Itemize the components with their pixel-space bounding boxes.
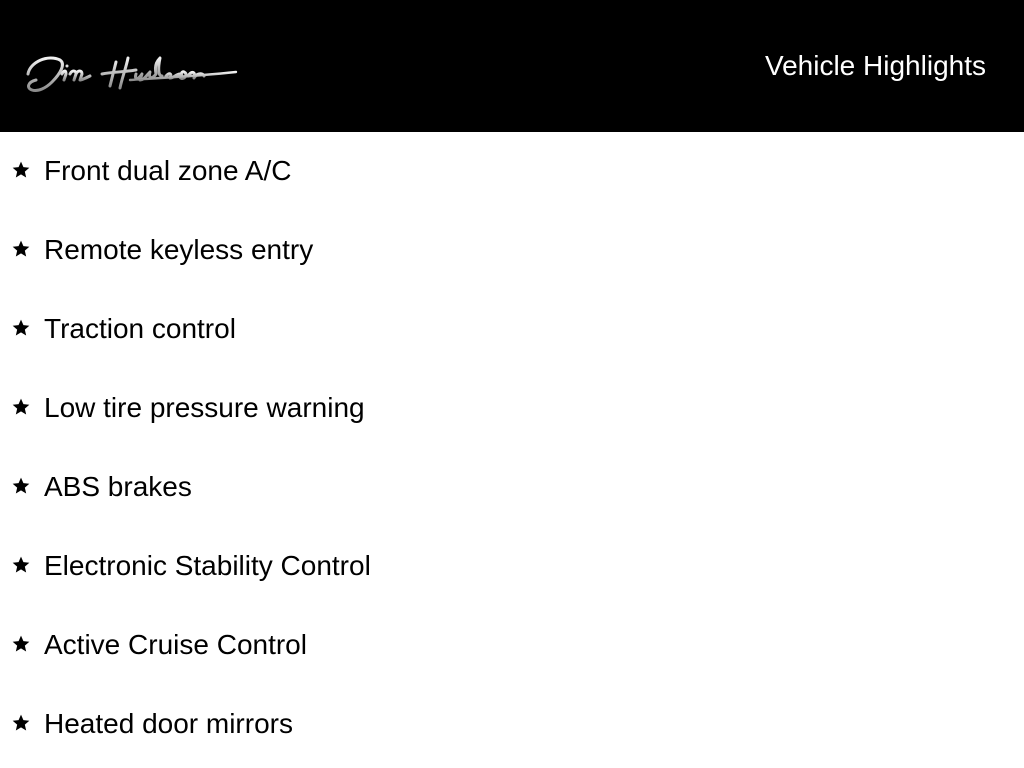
- logo-signature-graphic: [20, 44, 244, 100]
- header-bar: [0, 0, 1024, 132]
- star-icon: [11, 397, 31, 417]
- list-item: [0, 527, 1024, 606]
- feature-label: Front dual zone A/C: [44, 155, 292, 186]
- feature-label: Traction control: [44, 313, 236, 344]
- list-item: [0, 132, 1024, 211]
- feature-label: Electronic Stability Control: [44, 550, 371, 581]
- feature-label: ABS brakes: [44, 471, 192, 502]
- page-title: Vehicle Highlights: [764, 50, 986, 81]
- star-icon: [11, 318, 31, 338]
- list-item: [0, 685, 1024, 764]
- list-item: [0, 211, 1024, 290]
- star-icon: [11, 476, 31, 496]
- star-icon: [11, 555, 31, 575]
- feature-label: Active Cruise Control: [44, 629, 307, 660]
- list-item: [0, 606, 1024, 685]
- star-icon: [11, 239, 31, 259]
- list-item: [0, 369, 1024, 448]
- jim-hudson-logo-icon: [20, 44, 244, 100]
- vehicle-highlights-list: [0, 132, 1024, 764]
- feature-label: Remote keyless entry: [44, 234, 314, 265]
- feature-label: Heated door mirrors: [44, 708, 293, 739]
- list-item: [0, 290, 1024, 369]
- star-icon: [11, 634, 31, 654]
- star-icon: [11, 160, 31, 180]
- star-icon: [11, 713, 31, 733]
- list-item: [0, 448, 1024, 527]
- feature-label: Low tire pressure warning: [44, 392, 365, 423]
